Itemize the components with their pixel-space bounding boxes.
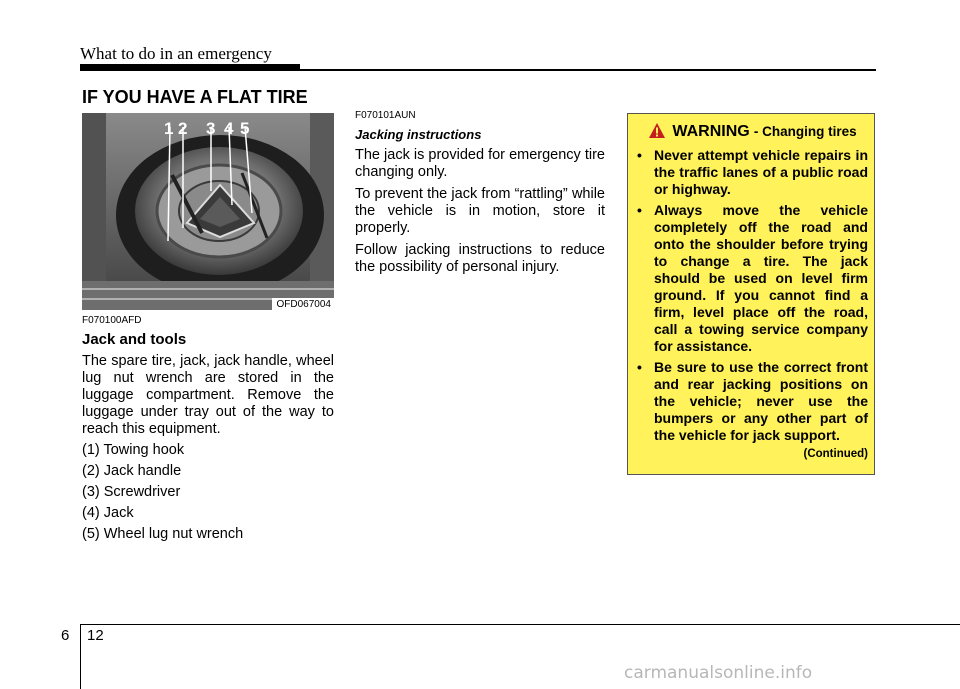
- jacking-code: F070101AUN: [355, 110, 416, 121]
- section-header: What to do in an emergency: [80, 44, 272, 63]
- jack-tools-section: [82, 315, 334, 543]
- figure-label: OFD067004: [272, 298, 334, 310]
- callout-2: 2: [178, 119, 188, 138]
- jacking-paragraph: The jack is provided for emergency tire changing only.: [355, 147, 605, 180]
- header-rule: [80, 69, 876, 71]
- chapter-number: 6: [61, 627, 70, 644]
- list-item: (2) Jack handle: [82, 463, 182, 479]
- warning-continued: (Continued): [803, 448, 868, 460]
- footer-rule: [80, 624, 960, 625]
- callout-5: 5: [240, 119, 250, 138]
- warning-box: [627, 113, 875, 475]
- callout-4: 4: [224, 119, 234, 138]
- warning-triangle-icon: [648, 122, 666, 143]
- warning-list: [637, 147, 868, 444]
- page-title: IF YOU HAVE A FLAT TIRE: [82, 87, 308, 107]
- list-item: (4) Jack: [82, 505, 134, 521]
- warning-bullet: • Be sure to use the correct front and rear jacking positions on the vehicle; never use the bumpers or any other part of the vehicle for jack support.: [637, 359, 868, 443]
- jacking-section: [355, 110, 605, 276]
- jacking-paragraph: To prevent the jack from “rattling” while the vehicle is in motion, store it properly.: [355, 186, 605, 236]
- watermark: carmanualsonline.info: [624, 663, 813, 683]
- warning-bullet: • Always move the vehicle completely off the road and onto the shoulder before trying to change a tire. The jack should be used on level firm ground. If you cannot find a firm, level place off the road, call a towing service company for assistance.: [637, 202, 868, 354]
- footer-divider: [80, 624, 81, 689]
- warning-title-row: [637, 122, 868, 143]
- warning-bullet: • Never attempt vehicle repairs in the traffic lanes of a public road or highway.: [637, 147, 868, 197]
- warning-subtitle: - Changing tires: [753, 124, 857, 139]
- callout-3: 3: [206, 119, 216, 138]
- warning-title: WARNING: [672, 123, 750, 140]
- jack-tools-code: F070100AFD: [82, 315, 142, 326]
- jacking-heading: Jacking instructions: [355, 127, 482, 142]
- list-item: (5) Wheel lug nut wrench: [82, 526, 244, 542]
- list-item: (3) Screwdriver: [82, 484, 181, 500]
- list-item: (1) Towing hook: [82, 442, 185, 458]
- page-number: 12: [87, 627, 104, 644]
- tools-figure: [82, 113, 334, 310]
- jack-tools-heading: Jack and tools: [82, 331, 187, 348]
- spare-tire-illustration: [82, 113, 334, 310]
- jacking-paragraph: Follow jacking instructions to reduce the possibility of personal injury.: [355, 242, 605, 275]
- callout-1: 1: [164, 119, 174, 138]
- jack-tools-body: The spare tire, jack, jack handle, wheel lug nut wrench are stored in the luggage compartment. Remove the luggage under tray out of the way to reach this equipment.: [82, 353, 334, 437]
